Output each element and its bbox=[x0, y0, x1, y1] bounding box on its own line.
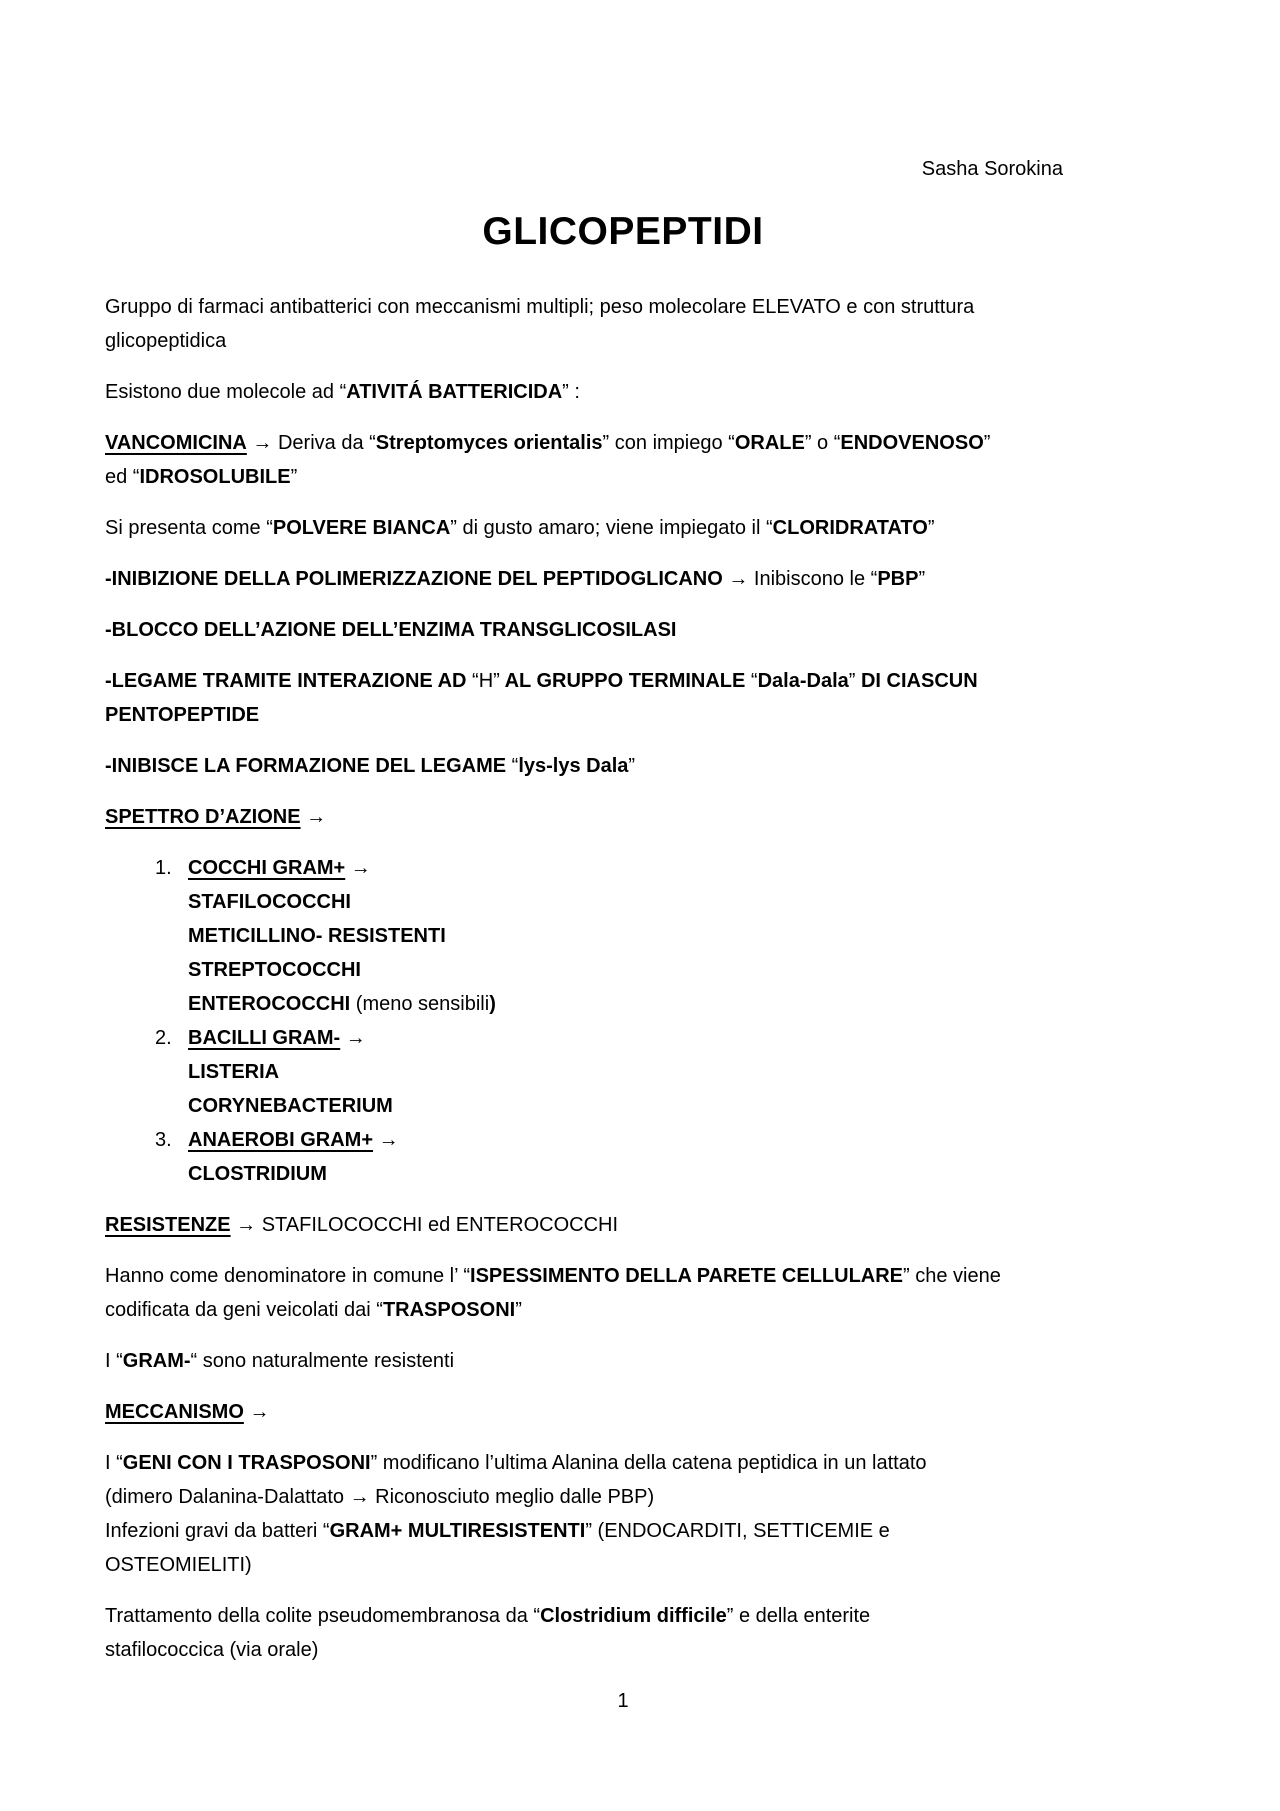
list-item bbox=[105, 1021, 1141, 1123]
text-run-emphasis: BACILLI GRAM- bbox=[188, 1027, 341, 1049]
arrow-icon: → bbox=[350, 857, 371, 879]
text-run-emphasis: CLOSTRIDIUM bbox=[188, 1163, 327, 1185]
text-run-emphasis: GRAM- bbox=[122, 1350, 191, 1372]
list-item-text bbox=[188, 1123, 1141, 1191]
paragraph bbox=[105, 1446, 1141, 1582]
list-item-text bbox=[188, 851, 1141, 1021]
text-run-emphasis: IDROSOLUBILE bbox=[139, 466, 291, 488]
document-body bbox=[105, 290, 1141, 1667]
arrow-icon: → bbox=[378, 1129, 399, 1151]
list-item bbox=[105, 851, 1141, 1021]
text-run-emphasis: AL GRUPPO TERMINALE bbox=[499, 670, 751, 692]
text-run: Riconosciuto meglio dalle PBP) bbox=[369, 1486, 655, 1508]
paragraph bbox=[105, 1208, 1141, 1242]
paragraph bbox=[105, 1599, 1141, 1667]
paragraph bbox=[105, 290, 1141, 358]
text-run-emphasis: GENI CON I TRASPOSONI bbox=[122, 1452, 371, 1474]
paragraph bbox=[105, 375, 1141, 409]
text-run: Infezioni gravi da batteri “ bbox=[105, 1520, 330, 1542]
paragraph bbox=[105, 562, 1141, 596]
text-run-emphasis: RESISTENZE bbox=[105, 1214, 231, 1236]
text-run-emphasis: CLORIDRATATO bbox=[772, 517, 928, 539]
text-run-emphasis: TRASPOSONI bbox=[382, 1299, 516, 1321]
paragraph bbox=[105, 749, 1141, 783]
text-run: codificata da geni veicolati dai “ bbox=[105, 1299, 383, 1321]
text-run: ” con impiego “ bbox=[602, 432, 735, 454]
author-name: Sasha Sorokina bbox=[921, 158, 1063, 180]
text-run: “ bbox=[750, 670, 758, 692]
arrow-icon: → bbox=[252, 432, 273, 454]
text-run: Inibiscono le “ bbox=[748, 568, 878, 590]
paragraph bbox=[105, 800, 1141, 834]
text-run: OSTEOMIELITI) bbox=[105, 1554, 252, 1576]
text-run-emphasis: lys-lys Dala bbox=[518, 755, 629, 777]
text-run-emphasis: VANCOMICINA bbox=[105, 432, 247, 454]
text-run: STAFILOCOCCHI ed ENTEROCOCCHI bbox=[256, 1214, 619, 1236]
text-run-emphasis: Streptomyces orientalis bbox=[375, 432, 603, 454]
paragraph bbox=[105, 613, 1141, 647]
paragraph bbox=[105, 426, 1141, 494]
paragraph bbox=[105, 1259, 1141, 1327]
arrow-icon: → bbox=[345, 1027, 366, 1049]
text-run: ” o “ bbox=[804, 432, 841, 454]
text-run-emphasis: -INIBIZIONE DELLA POLIMERIZZAZIONE DEL PEPTIDOGLICANO bbox=[105, 568, 729, 590]
text-run: “ sono naturalmente resistenti bbox=[190, 1350, 455, 1372]
text-run: ” bbox=[290, 466, 298, 488]
text-run: “ bbox=[511, 755, 519, 777]
text-run: “H” bbox=[472, 670, 500, 692]
text-run-emphasis: STAFILOCOCCHI bbox=[188, 891, 351, 913]
text-run-emphasis: POLVERE BIANCA bbox=[272, 517, 451, 539]
paragraph bbox=[105, 1344, 1141, 1378]
text-run: ” bbox=[927, 517, 935, 539]
text-run: ” : bbox=[562, 381, 580, 403]
text-run: Trattamento della colite pseudomembranosa da “ bbox=[105, 1605, 541, 1627]
text-run: ” che viene bbox=[903, 1265, 1001, 1287]
paragraph bbox=[105, 664, 1141, 732]
list-item-text bbox=[188, 1021, 1141, 1123]
text-run: ” bbox=[628, 755, 636, 777]
text-run-emphasis: MECCANISMO bbox=[105, 1401, 244, 1423]
text-run: ” bbox=[848, 670, 856, 692]
text-run-emphasis: ENTEROCOCCHI bbox=[188, 993, 351, 1015]
text-run: I “ bbox=[105, 1452, 123, 1474]
text-run-emphasis: PENTOPEPTIDE bbox=[105, 704, 260, 726]
arrow-icon: → bbox=[349, 1486, 370, 1508]
arrow-icon: → bbox=[728, 568, 749, 590]
page-number: 1 bbox=[617, 1690, 629, 1712]
arrow-icon: → bbox=[306, 806, 327, 828]
text-run-emphasis: -INIBISCE LA FORMAZIONE DEL LEGAME bbox=[105, 755, 512, 777]
text-run-emphasis: LISTERIA bbox=[188, 1061, 280, 1083]
text-run: I “ bbox=[105, 1350, 123, 1372]
arrow-icon: → bbox=[249, 1401, 270, 1423]
text-run-emphasis: ISPESSIMENTO DELLA PARETE CELLULARE bbox=[470, 1265, 904, 1287]
text-run: ” bbox=[918, 568, 926, 590]
text-run-emphasis: STREPTOCOCCHI bbox=[188, 959, 361, 981]
text-run: ed “ bbox=[105, 466, 140, 488]
text-run: Si presenta come “ bbox=[105, 517, 273, 539]
paragraph bbox=[105, 511, 1141, 545]
text-run: ” di gusto amaro; viene impiegato il “ bbox=[450, 517, 773, 539]
text-run-emphasis: GRAM+ MULTIRESISTENTI bbox=[329, 1520, 586, 1542]
text-run-emphasis: Clostridium difficile bbox=[540, 1605, 727, 1627]
text-run: Hanno come denominatore in comune l’ “ bbox=[105, 1265, 471, 1287]
text-run: stafilococcica (via orale) bbox=[105, 1639, 319, 1661]
page-title: GLICOPEPTIDI bbox=[482, 210, 764, 253]
text-run-emphasis: ATIVITÁ BATTERICIDA bbox=[346, 381, 563, 403]
text-run-emphasis: ) bbox=[489, 993, 496, 1015]
text-run-emphasis: -LEGAME TRAMITE INTERAZIONE AD bbox=[105, 670, 473, 692]
text-run-emphasis: ANAEROBI GRAM+ bbox=[188, 1129, 374, 1151]
text-run: ” modificano l’ultima Alanina della catena peptidica in un lattato bbox=[370, 1452, 927, 1474]
text-run-emphasis: CORYNEBACTERIUM bbox=[188, 1095, 393, 1117]
text-run-emphasis: Dala-Dala bbox=[757, 670, 849, 692]
text-run-emphasis: ENDOVENOSO bbox=[840, 432, 984, 454]
text-run: (meno sensibili bbox=[350, 993, 490, 1015]
text-run: glicopeptidica bbox=[105, 330, 227, 352]
text-run-emphasis: ORALE bbox=[734, 432, 805, 454]
arrow-icon: → bbox=[236, 1214, 257, 1236]
text-run: Gruppo di farmaci antibatterici con meccanismi multipli; peso molecolare ELEVATO e con struttura bbox=[105, 296, 975, 318]
text-run: ” bbox=[983, 432, 991, 454]
text-run-emphasis: DI CIASCUN bbox=[855, 670, 978, 692]
list-number: 2. bbox=[155, 1027, 172, 1049]
text-run: Deriva da “ bbox=[272, 432, 376, 454]
list-number: 3. bbox=[155, 1129, 172, 1151]
text-run: (dimero Dalanina-Dalattato bbox=[105, 1486, 350, 1508]
numbered-list bbox=[105, 851, 1141, 1191]
text-run: ” e della enterite bbox=[726, 1605, 871, 1627]
text-run-emphasis: -BLOCCO DELL’AZIONE DELL’ENZIMA TRANSGLICOSILASI bbox=[105, 619, 677, 641]
text-run: ” bbox=[515, 1299, 522, 1321]
list-item bbox=[105, 1123, 1141, 1191]
text-run: Esistono due molecole ad “ bbox=[105, 381, 347, 403]
paragraph bbox=[105, 1395, 1141, 1429]
text-run-emphasis: METICILLINO- RESISTENTI bbox=[188, 925, 446, 947]
list-number: 1. bbox=[155, 857, 172, 879]
text-run: ” (ENDOCARDITI, SETTICEMIE e bbox=[585, 1520, 890, 1542]
text-run-emphasis: PBP bbox=[877, 568, 919, 590]
text-run-emphasis: COCCHI GRAM+ bbox=[188, 857, 346, 879]
text-run-emphasis: SPETTRO D’AZIONE bbox=[105, 806, 301, 828]
